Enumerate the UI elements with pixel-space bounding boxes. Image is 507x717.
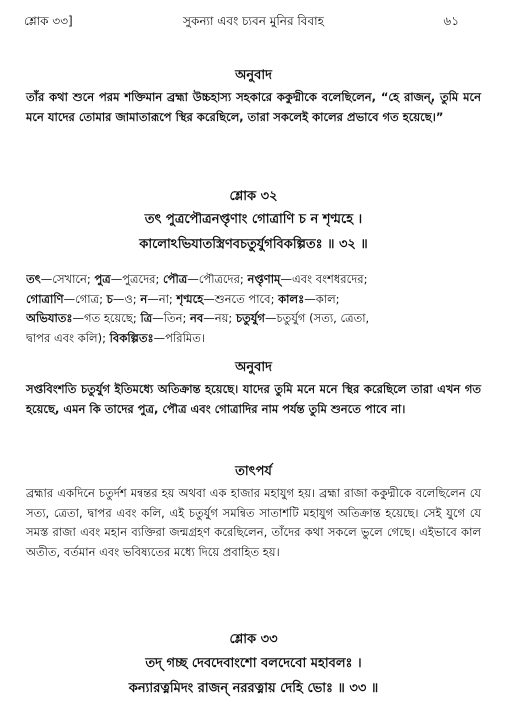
verse-33-heading: শ্লোক ৩৩ <box>229 632 278 647</box>
synonym-word: নপ্তৃণাম্ <box>247 272 281 286</box>
synonyms-32 <box>26 270 481 348</box>
synonym-meaning: —শুনতে পাবে; <box>203 291 279 306</box>
synonym-meaning: —পৌত্রদের; <box>187 272 248 286</box>
purport-text: ব্রহ্মার একদিনে চতুর্দশ মন্বন্তর হয় অথবা এক হাজার মহাযুগ হয়। ব্রহ্মা রাজা ককুদ্মীকে বলেছিলেন যে সত্য, ত্রেতা, দ্বাপর এবং কলি, এই চতুর্যুগ সমন্বিত সাতাশটি মহাযুগ অতিক্রান্ত হয়েছে। সেই যুগে যে সমস্ত রাজা এবং মহান ব্যক্তিরা জন্মগ্রহণ করেছিলেন, তাঁদের কথা সকলে ভুলে গেছে। এইভাবে কাল অতীত, বর্তমান এবং ভবিষ্যতের মধ্যে দিয়ে প্রবাহিত হয়। <box>26 486 481 559</box>
synonym-word: চ <box>106 291 113 306</box>
verse-33-line-1: তদ্ গচ্ছ দেবদেবাংশো বলদেবো মহাবলঃ । <box>145 656 362 671</box>
header-chapter-title: সুকন্যা এবং চ্যবন মুনির বিবাহ <box>183 14 324 28</box>
synonym-word: চতুর্যুগ <box>235 311 265 325</box>
verse-32-heading: শ্লোক ৩২ <box>229 189 278 204</box>
synonym-meaning: —নয়; <box>203 311 236 325</box>
synonym-word: কালঃ <box>278 291 305 306</box>
synonym-meaning: —না; <box>147 291 177 306</box>
synonym-meaning: —পুত্রদের; <box>110 272 163 286</box>
synonym-word: পৌত্র <box>163 272 188 286</box>
synonym-word: বিকল্পিতঃ <box>109 330 154 345</box>
translation-heading-2: অনুবাদ <box>235 360 272 375</box>
purport-heading: তাৎপর্য <box>235 464 272 479</box>
synonym-word: নব <box>190 311 204 325</box>
synonym-meaning: —তিন; <box>152 311 191 325</box>
synonym-meaning: —গত হয়েছে; <box>72 311 141 325</box>
synonym-meaning: —গোত্র; <box>63 291 107 306</box>
synonym-word: ন <box>140 291 148 306</box>
synonym-line <box>26 290 481 310</box>
synonym-word: তৎ <box>26 272 41 286</box>
synonym-meaning: —সেখানে; <box>40 272 95 286</box>
synonym-line <box>26 329 481 349</box>
header-page-number: ৬১ <box>443 14 459 28</box>
synonym-word: শৃণ্মহে <box>176 291 204 306</box>
synonym-meaning: —কাল; <box>304 291 340 306</box>
synonym-meaning: —ও; <box>112 291 141 306</box>
synonym-word: অভিযাতঃ <box>26 311 73 325</box>
verse-33-line-2: কন্যারত্নমিদং রাজন্ নররত্নায় দেহি ভোঃ ॥ ৩৩ ॥ <box>128 681 379 696</box>
synonym-word: পুত্র <box>94 272 111 286</box>
header-verse-ref: শ্লোক ৩৩] <box>24 14 73 28</box>
synonym-meaning: —চতুর্যুগ (সত্য, ত্রেতা, <box>264 311 370 325</box>
synonym-meaning: দ্বাপর এবং কলি); <box>26 330 110 345</box>
synonym-line <box>26 309 481 329</box>
verse-32-line-1: তৎ পুত্রপৌত্রনপ্তৃণাং গোত্রাণি চ ন শৃণ্মহে । <box>144 212 363 227</box>
synonym-word: ত্রি <box>140 311 153 325</box>
synonym-line <box>26 270 481 290</box>
translation-text-1: তাঁর কথা শুনে পরম শক্তিমান ব্রহ্মা উচ্চহাস্য সহকারে ককুদ্মীকে বলেছিলেন, “হে রাজন্, তুমি মনে মনে যাদের তোমার জামাতারূপে স্থির করেছিলে, তারা সকলেই কালের প্রভাবে গত হয়েছে।” <box>26 90 481 124</box>
verse-32-line-2: কালোঽভিযাতস্ত্রিণবচতুর্যুগবিকল্পিতঃ ॥ ৩২ ॥ <box>139 237 368 252</box>
synonym-meaning: —এবং বংশধরদের; <box>280 272 368 286</box>
synonym-meaning: —পরিমিত। <box>153 330 205 345</box>
translation-heading-1: অনুবাদ <box>235 68 272 83</box>
synonym-word: গোত্রাণি <box>26 291 64 306</box>
translation-text-2: সপ্তবিংশতি চতুর্যুগ ইতিমধ্যে অতিক্রান্ত হয়েছে। যাদের তুমি মনে মনে স্থির করেছিলে তারা এখন গত হয়েছে, এমন কি তাদের পুত্র, পৌত্র এবং গোত্রাদির নাম পর্যন্ত তুমি শুনতে পাবে না। <box>26 382 481 416</box>
